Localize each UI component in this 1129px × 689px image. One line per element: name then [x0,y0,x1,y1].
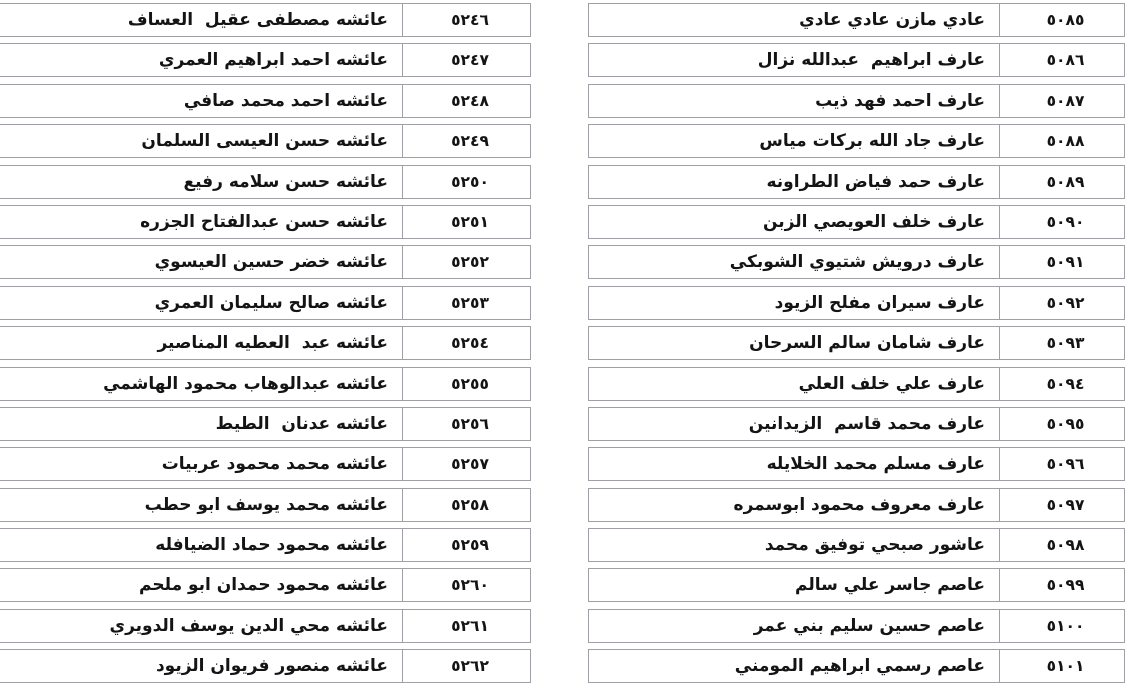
table-row [588,124,1125,158]
serial-number: ٥٢٤٩ [402,125,530,157]
person-name: عائشه صالح سليمان العمري [154,292,388,313]
serial-number: ٥٢٥٨ [402,489,530,521]
serial-number: ٥٢٥٧ [402,448,530,480]
serial-number: ٥٢٥١ [402,206,530,238]
person-name: عارف محمد قاسم الزيدانين [748,413,985,434]
serial-number: ٥٠٨٦ [999,44,1124,76]
table-row [0,84,531,118]
serial-number: ٥٠٩٩ [999,569,1124,601]
person-name: عارف ابراهيم عبدالله نزال [757,50,985,71]
table-row [0,407,531,441]
names-table-left [0,3,531,683]
person-name: عارف علي خلف العلي [798,373,985,394]
table-row [0,568,531,602]
serial-number: ٥٠٨٧ [999,85,1124,117]
person-name: عارف احمد فهد ذيب [815,90,985,111]
serial-number: ٥٢٤٨ [402,85,530,117]
serial-number: ٥٢٥٠ [402,166,530,198]
table-row [588,205,1125,239]
table-row [0,3,531,37]
table-row [0,43,531,77]
person-name: عارف معروف محمود ابوسمره [733,494,985,515]
person-name: عارف جاد الله بركات مياس [759,131,985,152]
table-row [588,609,1125,643]
person-name: عائشه خضر حسين العيسوي [154,252,388,273]
table-row [588,3,1125,37]
table-row [0,205,531,239]
serial-number: ٥٠٩٣ [999,327,1124,359]
table-row [588,286,1125,320]
table-row [588,649,1125,683]
person-name: عائشه محمد يوسف ابو حطب [144,494,388,515]
table-row [588,43,1125,77]
names-table-right [588,3,1125,683]
serial-number: ٥٠٩٢ [999,287,1124,319]
table-row [0,609,531,643]
serial-number: ٥٢٥٦ [402,408,530,440]
table-row [0,488,531,522]
serial-number: ٥٠٩٨ [999,529,1124,561]
person-name: عائشه محمود حماد الضيافله [155,535,388,556]
person-name: عائشه مصطفى عقيل العساف [127,10,388,30]
person-name: عارف حمد فياض الطراونه [766,171,985,192]
table-row [0,165,531,199]
person-name: عارف درويش شتيوي الشوبكي [729,252,985,273]
serial-number: ٥٠٨٥ [999,4,1124,36]
serial-number: ٥٠٩٧ [999,489,1124,521]
serial-number: ٥٢٤٧ [402,44,530,76]
person-name: عائشه محمد محمود عربيات [161,454,388,475]
person-name: عائشه محمود حمدان ابو ملحم [139,575,388,596]
person-name: عائشه محي الدين يوسف الدويري [109,615,388,636]
table-row [588,84,1125,118]
table-row [0,367,531,401]
person-name: عاصم جاسر علي سالم [794,575,985,596]
serial-number: ٥٢٥٢ [402,246,530,278]
table-row [588,326,1125,360]
serial-number: ٥٢٦٠ [402,569,530,601]
serial-number: ٥١٠١ [999,650,1124,682]
table-row [588,165,1125,199]
table-row [588,568,1125,602]
person-name: عائشه حسن سلامه رفيع [183,171,388,192]
person-name: عارف سيران مفلح الزيود [774,292,985,313]
person-name: عائشه عبدالوهاب محمود الهاشمي [103,373,388,394]
person-name: عادي مازن عادي عادي [799,10,985,30]
serial-number: ٥٠٨٨ [999,125,1124,157]
person-name: عارف خلف العويصي الزبن [763,211,985,232]
serial-number: ٥٢٤٦ [402,4,530,36]
serial-number: ٥٢٥٩ [402,529,530,561]
table-row [588,447,1125,481]
person-name: عارف مسلم محمد الخلايله [766,454,985,475]
serial-number: ٥٠٩١ [999,246,1124,278]
serial-number: ٥٢٥٤ [402,327,530,359]
table-row [0,447,531,481]
table-row [0,286,531,320]
person-name: عارف شامان سالم السرحان [749,333,985,354]
table-row [588,407,1125,441]
person-name: عاشور صبحي توفيق محمد [764,535,985,556]
person-name: عاصم رسمي ابراهيم المومني [734,656,985,677]
table-row [0,124,531,158]
table-row [0,245,531,279]
table-row [0,649,531,683]
serial-number: ٥٢٥٣ [402,287,530,319]
serial-number: ٥٢٦٢ [402,650,530,682]
person-name: عاصم حسين سليم بني عمر [753,615,985,636]
person-name: عائشه منصور فريوان الزيود [155,656,388,677]
table-row [588,488,1125,522]
table-row [588,367,1125,401]
serial-number: ٥٠٩٦ [999,448,1124,480]
person-name: عائشه احمد ابراهيم العمري [158,50,388,71]
table-row [0,326,531,360]
table-row [588,528,1125,562]
person-name: عائشه حسن عبدالفتاح الجزره [140,211,388,232]
serial-number: ٥٠٩٠ [999,206,1124,238]
person-name: عائشه حسن العيسى السلمان [141,131,388,152]
serial-number: ٥٠٩٥ [999,408,1124,440]
serial-number: ٥٠٨٩ [999,166,1124,198]
table-row [588,245,1125,279]
person-name: عائشه احمد محمد صافي [183,90,388,111]
table-row [0,528,531,562]
serial-number: ٥٢٥٥ [402,368,530,400]
person-name: عائشه عبد العطيه المناصير [157,333,388,354]
person-name: عائشه عدنان الطيط [215,413,388,434]
serial-number: ٥٠٩٤ [999,368,1124,400]
serial-number: ٥١٠٠ [999,610,1124,642]
serial-number: ٥٢٦١ [402,610,530,642]
